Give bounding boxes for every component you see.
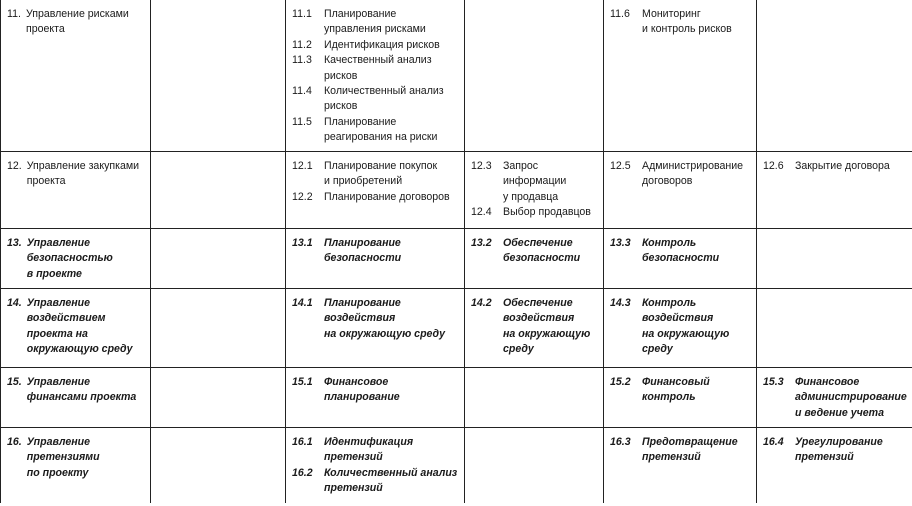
- process-item: [292, 466, 460, 497]
- process-cell: [465, 229, 604, 289]
- table-row: [1, 152, 912, 229]
- process-cell: [757, 152, 912, 229]
- process-number: 12.6: [763, 160, 784, 172]
- process-item: [763, 375, 908, 421]
- process-cell: [465, 289, 604, 368]
- table-row: [1, 289, 912, 368]
- process-title: Планирование безопасности: [324, 237, 402, 265]
- process-item: [292, 84, 460, 115]
- process-item: [610, 7, 752, 38]
- knowledge-area: [7, 435, 146, 481]
- process-cell: [604, 152, 757, 229]
- process-title: Финансовый контроль: [642, 376, 710, 404]
- process-cell: [604, 0, 757, 152]
- process-number: 14.3: [610, 297, 631, 309]
- area-number: 12.: [7, 160, 22, 172]
- process-number: 13.3: [610, 237, 631, 249]
- process-title: Закрытие договора: [795, 160, 890, 172]
- process-item: [610, 375, 752, 406]
- process-title: Количественный анализ претензий: [324, 466, 458, 495]
- process-item: [471, 236, 599, 267]
- area-title: Управление финансами проекта: [26, 376, 137, 404]
- area-number: 14.: [7, 297, 22, 309]
- process-number: 14.1: [292, 297, 313, 309]
- table-row: [1, 428, 912, 504]
- process-item: [610, 236, 752, 267]
- area-title: Управление безопасностью в проекте: [26, 237, 113, 280]
- process-item: [292, 190, 460, 205]
- process-title: Администрирование договоров: [642, 160, 744, 188]
- process-number: 16.3: [610, 436, 631, 448]
- area-title: Управление рисками проекта: [25, 8, 129, 36]
- process-cell: [286, 229, 465, 289]
- process-cell: [286, 152, 465, 229]
- process-item: [471, 159, 599, 205]
- process-number: 15.1: [292, 376, 313, 388]
- empty-cell: [465, 428, 604, 504]
- process-item: [610, 296, 752, 358]
- process-item: [292, 296, 460, 342]
- process-number: 11.2: [292, 38, 312, 51]
- empty-cell: [757, 0, 912, 152]
- process-number: 15.2: [610, 376, 631, 388]
- knowledge-area-cell: [1, 152, 151, 229]
- table-row: [1, 368, 912, 428]
- process-cell: [604, 289, 757, 368]
- process-cell: [604, 229, 757, 289]
- process-item: [292, 115, 460, 146]
- empty-cell: [151, 428, 286, 504]
- area-number: 11.: [7, 8, 21, 20]
- area-title: Управление воздействием проекта на окружающую среду: [26, 297, 133, 356]
- process-number: 11.3: [292, 54, 312, 67]
- area-number: 16.: [7, 436, 22, 448]
- process-number: 12.1: [292, 160, 313, 172]
- process-number: 15.3: [763, 376, 784, 388]
- process-number: 13.1: [292, 237, 313, 249]
- process-title: Предотвращение претензий: [642, 436, 738, 464]
- process-item: [292, 159, 460, 190]
- process-item: [292, 7, 460, 38]
- process-title: Идентификация претензий: [324, 436, 414, 464]
- process-cell: [286, 0, 465, 152]
- process-number: 16.1: [292, 436, 313, 448]
- knowledge-area: [7, 375, 146, 406]
- process-number: 12.2: [292, 190, 313, 203]
- empty-cell: [151, 229, 286, 289]
- process-cell: [604, 428, 757, 504]
- process-number: 13.2: [471, 237, 492, 249]
- empty-cell: [151, 289, 286, 368]
- process-cell: [757, 368, 912, 428]
- process-title: Контроль безопасности: [642, 237, 720, 265]
- process-title: Финансовое планирование: [324, 376, 400, 404]
- empty-cell: [757, 229, 912, 289]
- process-item: [763, 159, 908, 174]
- process-item: [292, 435, 460, 466]
- knowledge-area-cell: [1, 368, 151, 428]
- process-title: Мониторинг и контроль рисков: [642, 8, 732, 36]
- empty-cell: [151, 152, 286, 229]
- process-number: 11.4: [292, 85, 312, 98]
- process-cell: [465, 152, 604, 229]
- process-item: [292, 375, 460, 406]
- table-row: [1, 229, 912, 289]
- process-item: [610, 435, 752, 466]
- empty-cell: [151, 0, 286, 152]
- knowledge-area-cell: [1, 0, 151, 152]
- empty-cell: [757, 289, 912, 368]
- process-number: 12.3: [471, 160, 492, 172]
- process-cell: [757, 428, 912, 504]
- empty-cell: [465, 0, 604, 152]
- process-item: [292, 53, 460, 84]
- knowledge-area: [7, 7, 146, 38]
- process-title: Идентификация рисков: [324, 38, 440, 51]
- process-number: 11.1: [292, 8, 312, 20]
- knowledge-area: [7, 159, 146, 190]
- table-row: [1, 0, 912, 152]
- process-title: Качественный анализ рисков: [324, 54, 432, 82]
- knowledge-area-cell: [1, 289, 151, 368]
- process-title: Запрос информации у продавца: [503, 160, 567, 203]
- process-title: Контроль воздействия на окружающую среду: [642, 297, 730, 356]
- area-title: Управление закупками проекта: [26, 160, 140, 188]
- process-title: Финансовое администрирование и ведение учета: [795, 376, 907, 419]
- area-title: Управление претензиями по проекту: [26, 436, 100, 479]
- process-number: 12.5: [610, 160, 631, 172]
- process-title: Обеспечение воздействия на окружающую среду: [503, 297, 591, 356]
- process-cell: [286, 428, 465, 504]
- process-title: Планирование договоров: [324, 190, 450, 203]
- process-cell: [286, 368, 465, 428]
- process-title: Планирование покупок и приобретений: [324, 160, 438, 188]
- process-item: [292, 236, 460, 267]
- process-cell: [286, 289, 465, 368]
- process-cell: [604, 368, 757, 428]
- knowledge-area-cell: [1, 229, 151, 289]
- process-number: 16.4: [763, 436, 784, 448]
- empty-cell: [465, 368, 604, 428]
- process-item: [610, 159, 752, 190]
- knowledge-area: [7, 296, 146, 358]
- process-item: [471, 296, 599, 358]
- knowledge-area: [7, 236, 146, 282]
- process-title: Количественный анализ рисков: [324, 85, 444, 113]
- area-number: 15.: [7, 376, 22, 388]
- knowledge-area-cell: [1, 428, 151, 504]
- process-number: 12.4: [471, 206, 492, 219]
- process-item: [292, 38, 460, 53]
- process-item: [471, 205, 599, 220]
- process-number: 11.6: [610, 8, 630, 20]
- process-title: Планирование воздействия на окружающую среду: [324, 297, 446, 340]
- process-title: Обеспечение безопасности: [503, 237, 581, 265]
- empty-cell: [151, 368, 286, 428]
- process-number: 16.2: [292, 466, 313, 479]
- process-item: [763, 435, 908, 466]
- process-title: Планирование реагирования на риски: [324, 115, 438, 144]
- process-title: Планирование управления рисками: [324, 8, 426, 36]
- process-title: Урегулирование претензий: [795, 436, 883, 464]
- process-number: 11.5: [292, 115, 312, 128]
- process-title: Выбор продавцов: [503, 206, 591, 219]
- area-number: 13.: [7, 237, 22, 249]
- process-number: 14.2: [471, 297, 492, 309]
